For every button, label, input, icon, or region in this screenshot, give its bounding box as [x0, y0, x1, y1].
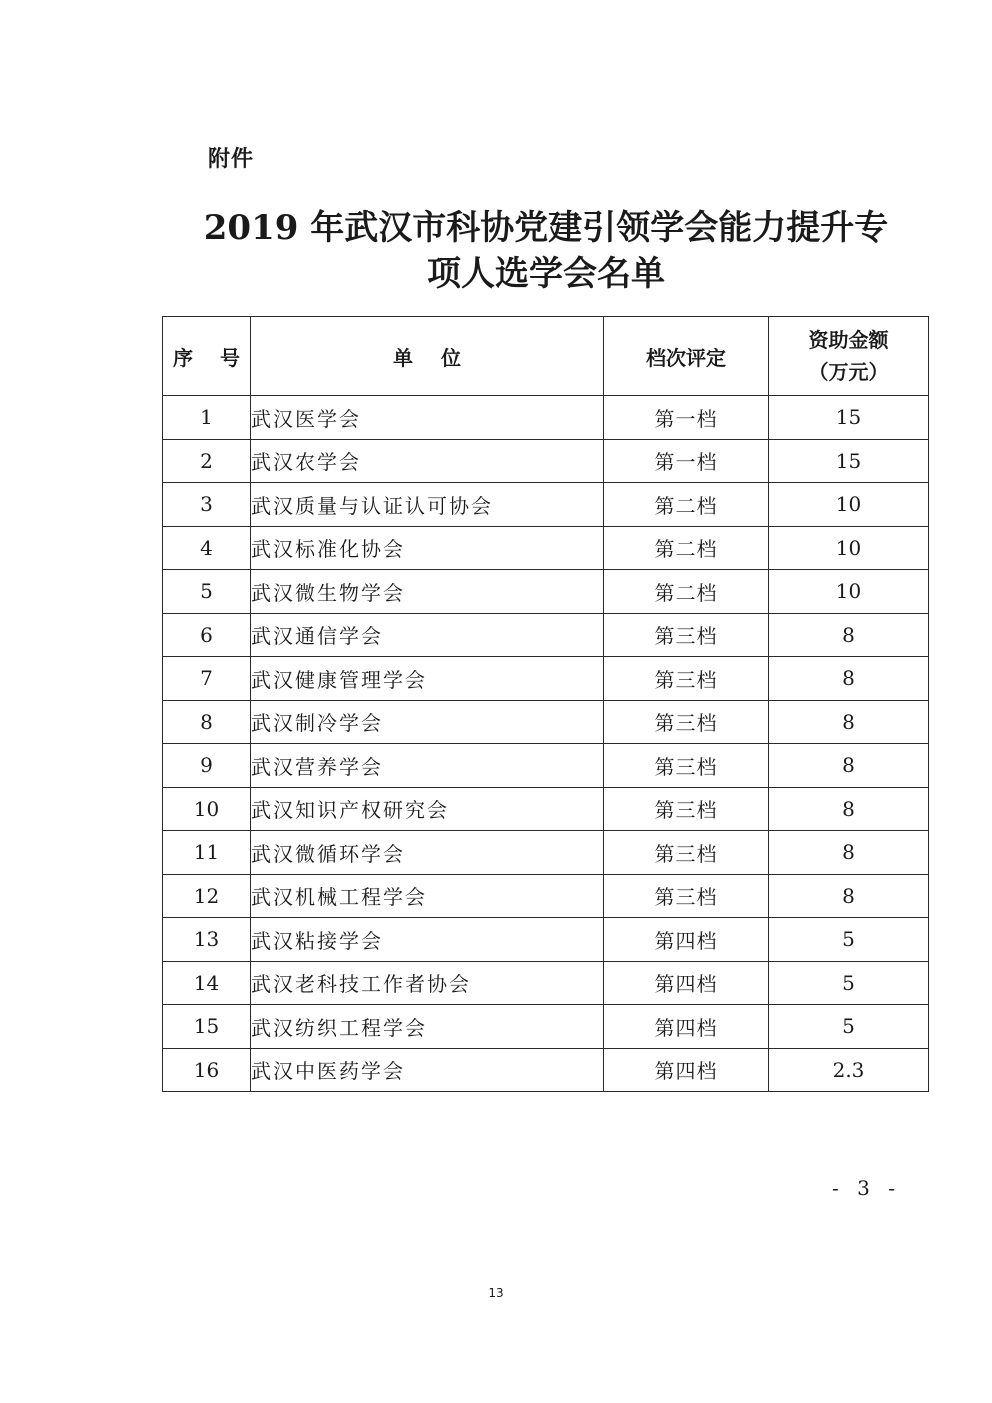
header-unit-label: 单位	[393, 345, 489, 370]
header-index	[163, 317, 251, 396]
row-amount: 10	[769, 570, 929, 614]
row-index: 5	[163, 570, 251, 614]
header-amount-label: 资助金额	[808, 328, 889, 352]
row-index: 7	[163, 657, 251, 701]
row-amount: 8	[769, 613, 929, 657]
header-index-part-b: 号	[220, 345, 240, 370]
header-index-part-a: 序	[173, 345, 193, 370]
row-amount: 8	[769, 831, 929, 875]
table-header-row	[163, 317, 929, 396]
row-grade: 第二档	[604, 570, 769, 614]
row-grade: 第三档	[604, 874, 769, 918]
table-row	[163, 1048, 929, 1092]
table-row	[163, 700, 929, 744]
row-unit-name: 武汉质量与认证认可协会	[251, 483, 604, 527]
row-unit-name: 武汉微生物学会	[251, 570, 604, 614]
table-row	[163, 657, 929, 701]
table-row	[163, 918, 929, 962]
row-grade: 第三档	[604, 787, 769, 831]
table-row	[163, 831, 929, 875]
row-unit-name: 武汉农学会	[251, 439, 604, 483]
row-index: 13	[163, 918, 251, 962]
row-unit-name: 武汉制冷学会	[251, 700, 604, 744]
row-unit-name: 武汉医学会	[251, 396, 604, 440]
table-body	[163, 396, 929, 1092]
row-index: 6	[163, 613, 251, 657]
header-grade-label: 档次评定	[646, 345, 726, 370]
row-grade: 第四档	[604, 961, 769, 1005]
document-title-line-1: 2019 年武汉市科协党建引领学会能力提升专	[203, 208, 889, 248]
table-row	[163, 483, 929, 527]
page-marker: - 3 -	[832, 1176, 901, 1200]
footer-page-number: 13	[488, 1286, 504, 1300]
row-amount: 8	[769, 700, 929, 744]
row-unit-name: 武汉健康管理学会	[251, 657, 604, 701]
row-index: 9	[163, 744, 251, 788]
table-row	[163, 874, 929, 918]
row-index: 2	[163, 439, 251, 483]
row-index: 1	[163, 396, 251, 440]
table-row	[163, 1005, 929, 1049]
row-amount: 8	[769, 744, 929, 788]
row-amount: 15	[769, 439, 929, 483]
table-row	[163, 744, 929, 788]
row-unit-name: 武汉中医药学会	[251, 1048, 604, 1092]
row-grade: 第三档	[604, 613, 769, 657]
row-index: 4	[163, 526, 251, 570]
row-grade: 第三档	[604, 744, 769, 788]
row-grade: 第三档	[604, 657, 769, 701]
document-title-line-2: 项人选学会名单	[427, 254, 665, 294]
row-amount: 8	[769, 787, 929, 831]
row-grade: 第四档	[604, 1005, 769, 1049]
row-amount: 8	[769, 657, 929, 701]
header-amount-unit: （万元）	[808, 360, 889, 384]
row-unit-name: 武汉营养学会	[251, 744, 604, 788]
row-unit-name: 武汉知识产权研究会	[251, 787, 604, 831]
table-row	[163, 570, 929, 614]
row-index: 14	[163, 961, 251, 1005]
table-row	[163, 613, 929, 657]
header-grade	[604, 317, 769, 396]
row-grade: 第三档	[604, 831, 769, 875]
row-index: 3	[163, 483, 251, 527]
attachment-label: 附件	[208, 147, 255, 172]
row-unit-name: 武汉粘接学会	[251, 918, 604, 962]
row-unit-name: 武汉通信学会	[251, 613, 604, 657]
row-unit-name: 武汉纺织工程学会	[251, 1005, 604, 1049]
row-index: 10	[163, 787, 251, 831]
row-index: 15	[163, 1005, 251, 1049]
row-unit-name: 武汉老科技工作者协会	[251, 961, 604, 1005]
row-amount: 5	[769, 961, 929, 1005]
row-amount: 15	[769, 396, 929, 440]
row-index: 12	[163, 874, 251, 918]
row-amount: 5	[769, 918, 929, 962]
row-amount: 10	[769, 526, 929, 570]
row-amount: 10	[769, 483, 929, 527]
table-row	[163, 526, 929, 570]
row-amount: 2.3	[769, 1048, 929, 1092]
table-row	[163, 961, 929, 1005]
row-amount: 8	[769, 874, 929, 918]
header-unit	[251, 317, 604, 396]
society-list-table	[162, 316, 929, 1092]
row-unit-name: 武汉标准化协会	[251, 526, 604, 570]
row-index: 11	[163, 831, 251, 875]
table-row	[163, 439, 929, 483]
table-row	[163, 787, 929, 831]
row-grade: 第三档	[604, 700, 769, 744]
row-grade: 第二档	[604, 526, 769, 570]
row-grade: 第四档	[604, 1048, 769, 1092]
row-amount: 5	[769, 1005, 929, 1049]
row-index: 16	[163, 1048, 251, 1092]
row-grade: 第二档	[604, 483, 769, 527]
row-grade: 第一档	[604, 396, 769, 440]
row-grade: 第四档	[604, 918, 769, 962]
table-row	[163, 396, 929, 440]
header-amount	[769, 317, 929, 396]
row-unit-name: 武汉机械工程学会	[251, 874, 604, 918]
row-grade: 第一档	[604, 439, 769, 483]
row-unit-name: 武汉微循环学会	[251, 831, 604, 875]
row-index: 8	[163, 700, 251, 744]
